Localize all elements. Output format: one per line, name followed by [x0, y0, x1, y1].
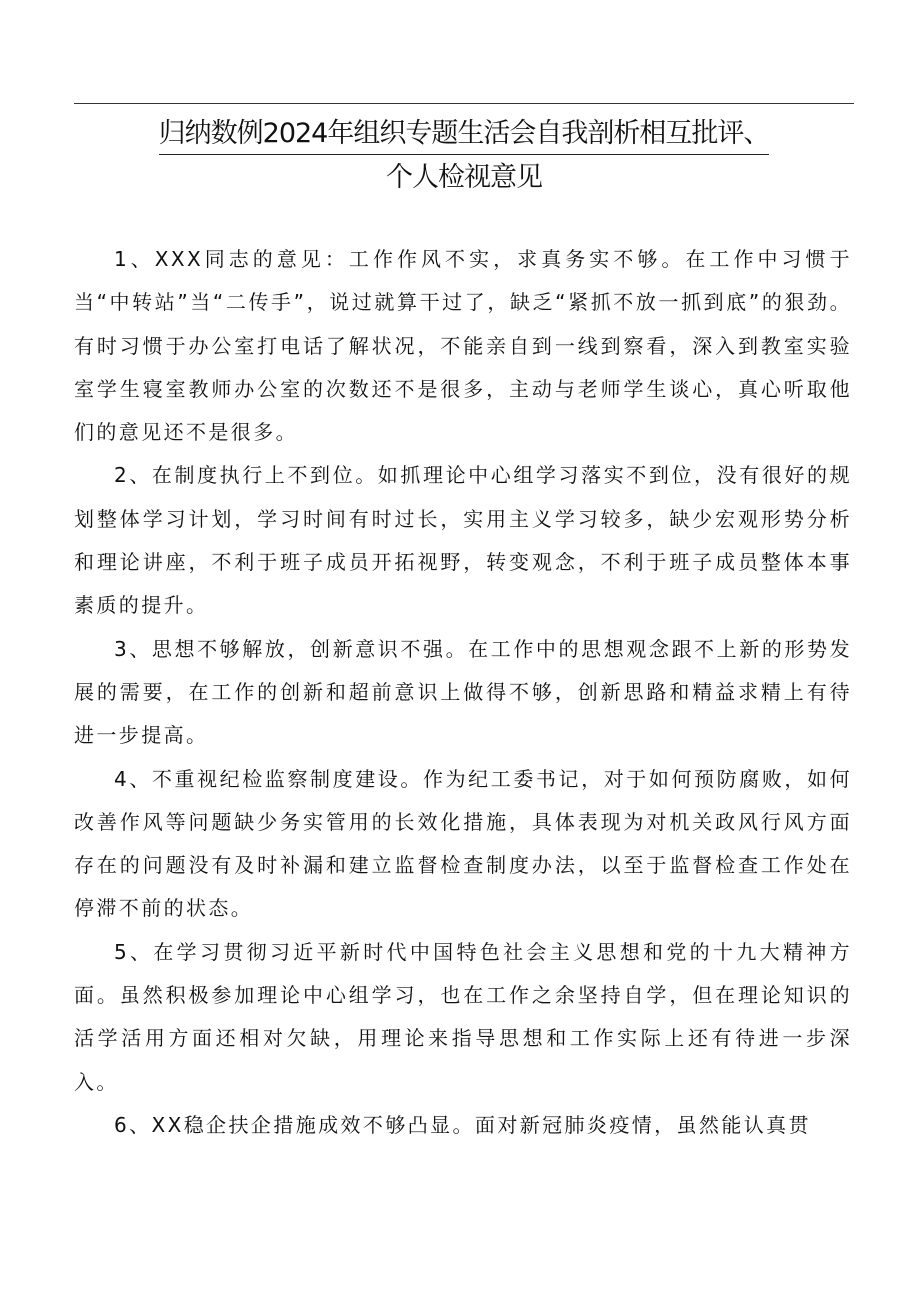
paragraph-2: 2、在制度执行上不到位。如抓理论中心组学习落实不到位，没有很好的规划整体学习计划，学习时间有时过长，实用主义学习较多，缺少宏观形势分析和理论讲座，不利于班子成员开拓视野，转变观念，不利于班子成员整体本事素质的提升。	[74, 463, 852, 618]
title-line-2: 个人检视意见	[386, 162, 542, 193]
paragraph-5: 5、在学习贯彻习近平新时代中国特色社会主义思想和党的十九大精神方面。虽然积极参加理论中心组学习，也在工作之余坚持自学，但在理论知识的活学活用方面还相对欠缺，用理论来指导思想和工作实际上还有待进一步深入。	[74, 939, 852, 1094]
document-title	[74, 112, 854, 200]
header-rule	[74, 103, 854, 104]
paragraph-1: 1、XXX同志的意见：工作作风不实，求真务实不够。在工作中习惯于当“中转站”当“二传手”，说过就算干过了，缺乏“紧抓不放一抓到底”的狠劲。有时习惯于办公室打电话了解状况，不能亲自到一线到察看，深入到教室实验室学生寝室教师办公室的次数还不是很多，主动与老师学生谈心，真心听取他们的意见还不是很多。	[74, 247, 852, 445]
title-line-1: 归纳数例2024年组织专题生活会自我剖析相互批评、	[159, 114, 770, 155]
paragraph-6: 6、XX稳企扶企措施成效不够凸显。面对新冠肺炎疫情，虽然能认真贯	[114, 1112, 811, 1137]
document-body	[74, 238, 852, 1147]
paragraph-4: 4、不重视纪检监察制度建设。作为纪工委书记，对于如何预防腐败，如何改善作风等问题缺少务实管用的长效化措施，具体表现为对机关政风行风方面存在的问题没有及时补漏和建立监督检查制度办法，以至于监督检查工作处在停滞不前的状态。	[74, 766, 852, 921]
paragraph-3: 3、思想不够解放，创新意识不强。在工作中的思想观念跟不上新的形势发展的需要，在工作的创新和超前意识上做得不够，创新思路和精益求精上有待进一步提高。	[74, 636, 852, 748]
